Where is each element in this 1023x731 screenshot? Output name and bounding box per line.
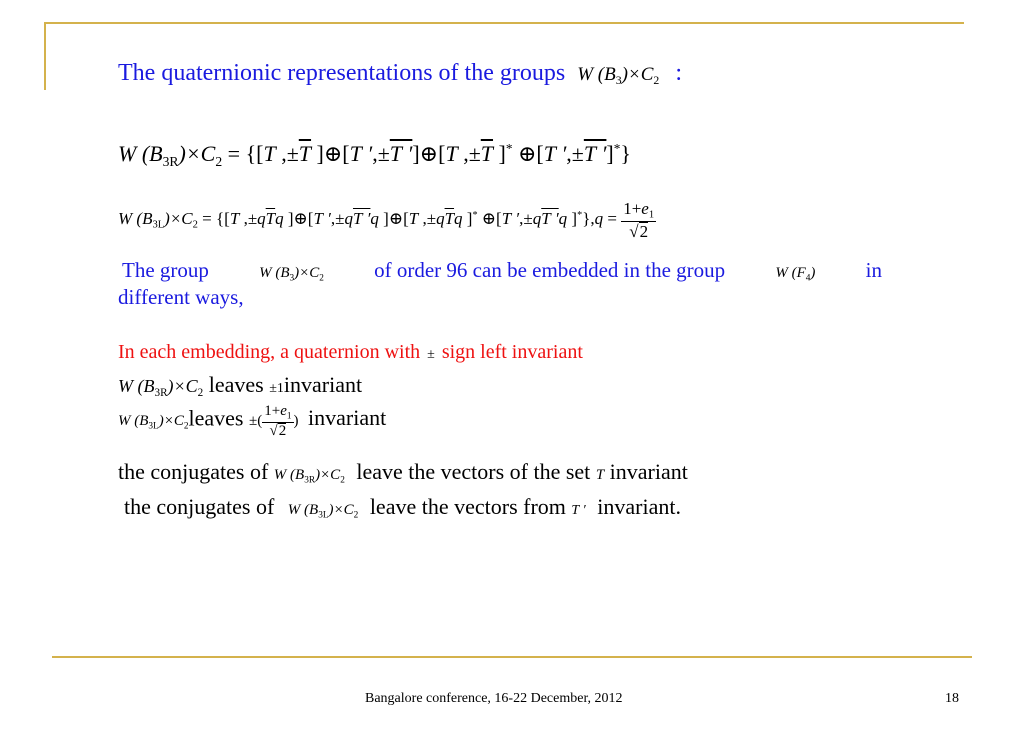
- red-part2: sign left invariant: [441, 341, 583, 363]
- paragraph-part1: The group: [122, 258, 209, 282]
- top-rule: [44, 22, 964, 24]
- title-colon: :: [675, 60, 682, 86]
- formula-w-f4: W $(F_4)$: [775, 265, 816, 284]
- red-statement: [118, 341, 583, 364]
- line-b3r-leaves: W $(B_{3R})\times C_2$ leaves ±1invariant: [118, 372, 363, 399]
- line-a-invariant: invariant: [283, 372, 363, 397]
- line-conjugates-l: the conjugates of W $(B_{3L})\times C_2$ leave the vectors from T ′ invariant.: [124, 494, 681, 521]
- paragraph-embedding: [118, 258, 882, 310]
- paragraph-part3: in: [865, 258, 882, 282]
- line-d-part2: leave the vectors from: [369, 494, 566, 519]
- line-a-leaves: leaves: [208, 372, 264, 397]
- line-b3l-leaves: W $(B_{3L})\times C_2leaves$ ±( $\frac{1+e_1}{√2}$ ) invariant: [118, 403, 387, 439]
- equation-w-b3l: W $(B_{3L})\times C_2 = \{[T$ $,\pm q\overline{T}q$ ]⊕[T ′,±qT ′q ]⊕[T $,\pm q\overline{T}q$ ]* ⊕[T ′,±qT ′q ]*},q = $\frac{1+e_1}{√2}$: [118, 199, 655, 241]
- equation-w-b3r: W $(B_{3R})\times C_2 = \{[T$ $,\pm\overline{T}$ ]⊕[T ′,±T ′]⊕[T $,\pm\overline{T}$ ]* ⊕[T ′,±T ′]*}: [118, 141, 631, 169]
- bottom-rule: [52, 656, 972, 658]
- line-c-part3: invariant: [609, 459, 688, 484]
- line-c-part1: the conjugates of: [118, 459, 269, 484]
- line-b-leaves: leaves: [188, 405, 244, 431]
- paragraph-part2: of order 96 can be embedded in the group: [374, 258, 726, 282]
- q-fraction: $\frac{1+e_1}{√2}$: [623, 199, 655, 241]
- slide-title: [118, 60, 682, 88]
- page-number: 18: [945, 691, 959, 706]
- paragraph-line2: different ways,: [118, 285, 244, 310]
- line-d-part1: the conjugates of: [124, 494, 275, 519]
- line-b-invariant: invariant: [308, 405, 387, 431]
- red-part1: In each embedding, a quaternion with: [118, 341, 421, 363]
- title-text: The quaternionic representations of the groups: [118, 60, 566, 86]
- line-d-part3: invariant.: [597, 494, 681, 519]
- title-formula: W $(B_3)\times C_2$: [577, 64, 660, 88]
- red-pm: ±: [427, 347, 435, 362]
- line-conjugates-r: the conjugates of W $(B_{3R})\times C_2$ leave the vectors of the set T invariant: [118, 459, 688, 486]
- line-c-part2: leave the vectors of the set: [356, 459, 591, 484]
- formula-w-b3-c2: W $(B_3)\times C_2$: [259, 265, 324, 284]
- left-rule: [44, 22, 46, 90]
- footer-text: Bangalore conference, 16-22 December, 2012: [365, 691, 623, 706]
